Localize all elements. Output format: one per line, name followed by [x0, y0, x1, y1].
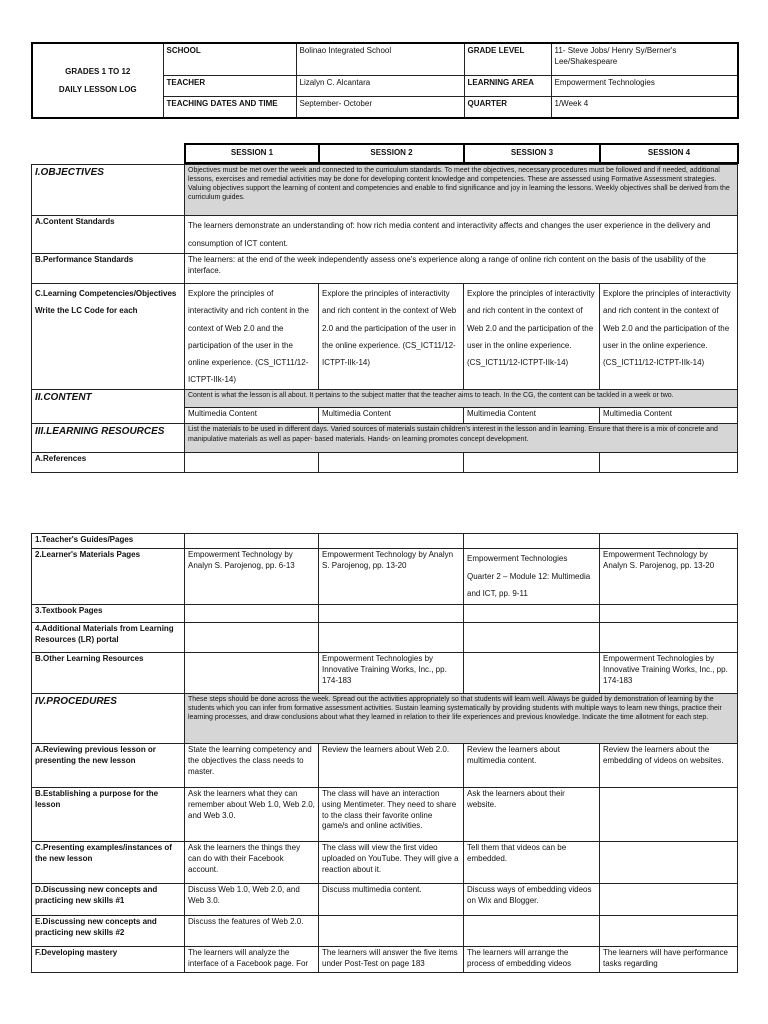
procedure-row: [32, 947, 738, 973]
content-session-3: Multimedia Content: [464, 408, 600, 424]
procedure-f-session-1: The learners will analyze the interface of a Facebook page. For: [185, 947, 319, 973]
additional-materials-label: 4.Additional Materials from Learning Resources (LR) portal: [32, 623, 185, 653]
textbook-pages-label: 3.Textbook Pages: [32, 605, 185, 623]
procedure-c-session-4: [600, 842, 738, 884]
lm-session-4: Empowerment Technology by Analyn S. Parojenog, pp. 13-20: [600, 549, 738, 605]
procedure-f-session-3: The learners will arrange the process of embedding videos: [464, 947, 600, 973]
competency-session-2: Explore the principles of interactivity and rich content in the context of Web 2.0 and the participation of the user in the online experience. (CS_ICT11/12-ICTPT-IIk-14): [319, 284, 464, 390]
procedure-e-session-3: [464, 916, 600, 947]
procedure-c-session-3: Tell them that videos can be embedded.: [464, 842, 600, 884]
procedure-e-session-1: Discuss the features of Web 2.0.: [185, 916, 319, 947]
procedure-b-session-2: The class will have an interaction using Mentimeter. They need to share to the class their favorite online game/s and online activities.: [319, 788, 464, 842]
olr-session-1: [185, 653, 319, 694]
dates-value: September- October: [296, 96, 464, 118]
quarter-label: QUARTER: [464, 96, 551, 118]
lesson-table-page1: [31, 164, 738, 473]
procedure-e-session-4: [600, 916, 738, 947]
tg-session-4: [600, 534, 738, 549]
dates-label: TEACHING DATES AND TIME: [163, 96, 296, 118]
tb-session-4: [600, 605, 738, 623]
procedure-d-session-1: Discuss Web 1.0, Web 2.0, and Web 3.0.: [185, 884, 319, 916]
procedure-d-session-4: [600, 884, 738, 916]
lm-session-2: Empowerment Technology by Analyn S. Parojenog, pp. 13-20: [319, 549, 464, 605]
procedure-c-session-1: Ask the learners the things they can do with their Facebook account.: [185, 842, 319, 884]
tg-session-2: [319, 534, 464, 549]
teacher-label: TEACHER: [163, 75, 296, 96]
content-session-2: Multimedia Content: [319, 408, 464, 424]
school-value: Bolinao Integrated School: [296, 43, 464, 75]
teacher-value: Lizalyn C. Alcantara: [296, 75, 464, 96]
references-session-3: [464, 453, 600, 473]
procedure-d-session-2: Discuss multimedia content.: [319, 884, 464, 916]
procedure-d-session-3: Discuss ways of embedding videos on Wix and Blogger.: [464, 884, 600, 916]
am-session-3: [464, 623, 600, 653]
competency-session-3: Explore the principles of interactivity and rich content in the context of Web 2.0 and the participation of the user in the online experience. (CS_ICT11/12-ICTPT-IIk-14): [464, 284, 600, 390]
procedure-a-session-4: Review the learners about the embedding of videos on websites.: [600, 744, 738, 788]
procedures-label: IV.PROCEDURES: [32, 694, 185, 744]
tg-session-1: [185, 534, 319, 549]
am-session-4: [600, 623, 738, 653]
dll-title-line1: GRADES 1 TO 12: [65, 66, 131, 76]
content-standards-label: A.Content Standards: [32, 216, 185, 254]
tg-session-3: [464, 534, 600, 549]
procedure-b-session-4: [600, 788, 738, 842]
session-3-header: SESSION 3: [464, 144, 600, 163]
procedure-a-label: A.Reviewing previous lesson or presenting the new lesson: [32, 744, 185, 788]
references-label: A.References: [32, 453, 185, 473]
objectives-label: I.OBJECTIVES: [32, 165, 185, 216]
area-value: Empowerment Technologies: [551, 75, 738, 96]
objectives-note: Objectives must be met over the week and connected to the curriculum standards. To meet the objectives, necessary procedures must be followed and if needed, additional lessons, exercises and remedial activities may be done for developing content knowledge and competencies. These are assessed using Formative Assessment strategies. Valuing objectives support the learning of content and competencies and enable to find significance and joy in learning the lessons. Weekly objectives shall be derived from the curriculum guides.: [185, 165, 738, 216]
olr-session-4: Empowerment Technologies by Innovative Training Works, Inc., pp. 174-183: [600, 653, 738, 694]
tb-session-1: [185, 605, 319, 623]
competency-session-4: Explore the principles of interactivity and rich content in the context of Web 2.0 and the participation of the user in the online experience. (CS_ICT11/12-ICTPT-IIk-14): [600, 284, 738, 390]
dll-title-line2: DAILY LESSON LOG: [58, 84, 137, 94]
competencies-label-line2: Write the LC Code for each: [35, 306, 138, 316]
references-session-1: [185, 453, 319, 473]
lm-session-1: Empowerment Technology by Analyn S. Parojenog, pp. 6-13: [185, 549, 319, 605]
session-2-header: SESSION 2: [319, 144, 464, 163]
procedure-c-session-2: The class will view the first video uploaded on YouTube. They will give a reaction about it.: [319, 842, 464, 884]
procedure-a-session-2: Review the learners about Web 2.0.: [319, 744, 464, 788]
procedure-f-label: F.Developing mastery: [32, 947, 185, 973]
content-session-1: Multimedia Content: [185, 408, 319, 424]
competencies-label-line1: C.Learning Competencies/Objectives: [35, 289, 177, 299]
content-session-4: Multimedia Content: [600, 408, 738, 424]
olr-session-2: Empowerment Technologies by Innovative Training Works, Inc., pp. 174-183: [319, 653, 464, 694]
header-table: [31, 42, 739, 119]
procedure-row: [32, 842, 738, 884]
school-label: SCHOOL: [163, 43, 296, 75]
content-label: II.CONTENT: [32, 390, 185, 424]
procedure-row: [32, 916, 738, 947]
competencies-label: [32, 284, 185, 390]
grade-value: 11- Steve Jobs/ Henry Sy/Berner's Lee/Shakespeare: [551, 43, 738, 75]
procedures-note: These steps should be done across the week. Spread out the activities appropriately so that students will learn well. Always be guided by demonstration of learning by the students which you can infer from formative assessment activities. Sustain learning systematically by providing students with multiple ways to learn new things, practice their learning processes, and draw conclusions about what they learned in relation to their life experiences and previous knowledge. Indicate the time allotment for each step.: [185, 694, 738, 744]
references-session-4: [600, 453, 738, 473]
other-resources-label: B.Other Learning Resources: [32, 653, 185, 694]
procedure-e-label: E.Discussing new concepts and practicing new skills #2: [32, 916, 185, 947]
sessions-header: [184, 143, 739, 164]
am-session-2: [319, 623, 464, 653]
dll-title: [32, 43, 163, 118]
procedure-row: [32, 884, 738, 916]
procedure-row: [32, 788, 738, 842]
tb-session-2: [319, 605, 464, 623]
learning-resources-note: List the materials to be used in different days. Varied sources of materials sustain children's interest in the lesson and in learning. Ensure that there is a mix of concrete and manipulative materials as well as paper- based materials. Hands- on learning promotes concept development.: [185, 424, 738, 453]
procedure-b-session-3: Ask the learners about their website.: [464, 788, 600, 842]
procedure-b-session-1: Ask the learners what they can remember about Web 1.0, Web 2.0, and Web 3.0.: [185, 788, 319, 842]
procedure-f-session-2: The learners will answer the five items under Post-Test on page 183: [319, 947, 464, 973]
learners-materials-label: 2.Learner's Materials Pages: [32, 549, 185, 605]
content-standards-value: The learners demonstrate an understanding of: how rich media content and interactivity affects and changes the user experience in the delivery and consumption of ICT content.: [185, 216, 738, 254]
performance-standards-value: The learners: at the end of the week independently assess one's experience along a range of online rich content on the basis of the usability of the interface.: [185, 254, 738, 284]
references-session-2: [319, 453, 464, 473]
tb-session-3: [464, 605, 600, 623]
competency-session-1: Explore the principles of interactivity and rich content in the context of Web 2.0 and the participation of the user in the online experience. (CS_ICT11/12-ICTPT-IIk-14): [185, 284, 319, 390]
lesson-table-page2: [31, 533, 738, 973]
procedure-a-session-1: State the learning competency and the objectives the class needs to master.: [185, 744, 319, 788]
learning-resources-label: III.LEARNING RESOURCES: [32, 424, 185, 453]
content-note: Content is what the lesson is all about. It pertains to the subject matter that the teacher aims to teach. In the CG, the content can be tackled in a week or two.: [185, 390, 738, 408]
session-4-header: SESSION 4: [600, 144, 738, 163]
procedure-d-label: D.Discussing new concepts and practicing new skills #1: [32, 884, 185, 916]
lm-session-3: Empowerment Technologies Quarter 2 – Module 12: Multimedia and ICT, pp. 9-11: [464, 549, 600, 605]
procedure-f-session-4: The learners will have performance tasks regarding: [600, 947, 738, 973]
session-1-header: SESSION 1: [185, 144, 319, 163]
procedure-c-label: C.Presenting examples/instances of the new lesson: [32, 842, 185, 884]
olr-session-3: [464, 653, 600, 694]
procedure-row: [32, 744, 738, 788]
area-label: LEARNING AREA: [464, 75, 551, 96]
procedure-a-session-3: Review the learners about multimedia content.: [464, 744, 600, 788]
grade-label: GRADE LEVEL: [464, 43, 551, 75]
procedure-e-session-2: [319, 916, 464, 947]
am-session-1: [185, 623, 319, 653]
quarter-value: 1/Week 4: [551, 96, 738, 118]
procedure-b-label: B.Establishing a purpose for the lesson: [32, 788, 185, 842]
performance-standards-label: B.Performance Standards: [32, 254, 185, 284]
teachers-guide-label: 1.Teacher's Guides/Pages: [32, 534, 185, 549]
